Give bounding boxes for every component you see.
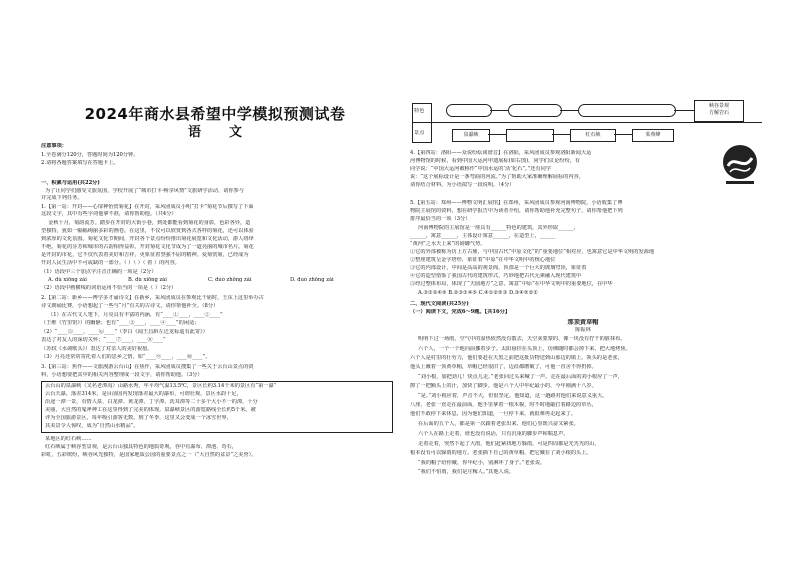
q1-subquestion: （1）语段中三个加点字注音正确的一项是（2分） bbox=[41, 269, 157, 275]
q4-line: 河博物馆的时候，看到中国大运河申遗展标(如右图)，同学们议论纷纷，有 bbox=[410, 158, 581, 164]
flow-arrow bbox=[490, 110, 508, 111]
flow-final-line: 峡谷景观 bbox=[708, 103, 729, 109]
q1-passage: 型独特，犹如一幅幅绚丽多彩的画卷。在这里，不仅可以欣赏到各式各样的菊花，还可以体验 bbox=[41, 228, 254, 234]
q4-line: 同学说：“中国大运河被称作“中国水运的‘活’化石”。”还有同学 bbox=[410, 166, 551, 172]
article-paragraph: 他头上戴着一顶黄草帽，草帽已经很旧了，边沿都磨破了，可他一直舍不得扔掉。 bbox=[410, 364, 597, 370]
section2-sub: （一）阅读下文，完成6～9题。【共16分】 bbox=[410, 309, 511, 315]
q2-line: 表达了对友人的深切关怀；“____⑦____，____⑧____” bbox=[41, 337, 166, 343]
flow-oval-3 bbox=[578, 104, 676, 117]
q5-option-line: ②整座建筑呈金字塔形，象征着“中原”在中华文明中的核心地位 bbox=[410, 257, 556, 263]
q4-line: 说：“这个展标设计是一条弯曲的河流。”为了帮助大家准确理解展标的内容， bbox=[410, 174, 584, 180]
canal-emblem-icon bbox=[720, 142, 760, 186]
q1-passage: 金秋十月，菊韵流芳。踏步在开封的大街小巷，到处都能看到菊花的身影，色彩各异，造 bbox=[48, 220, 251, 226]
notice-heading: 注意事项： bbox=[41, 143, 67, 149]
article-paragraph: 六个人在路上走着，谁也没有说话，只有沉重的脚步声和喘息声。 bbox=[418, 431, 569, 437]
flow-arrow bbox=[552, 134, 570, 135]
flow-arrow bbox=[674, 110, 694, 111]
article-title: 那顶黄草帽 bbox=[567, 319, 599, 326]
subject-char-a: 语 bbox=[187, 125, 201, 140]
q1-passage: 不绝。菊花的芬芳和城市的古韵相得益彰，开封菊花文化节成为了一道亮丽的城市名片。菊花 bbox=[41, 244, 254, 250]
q5-line: 5.【第五站：郑州——博物文明汇展馆】在郑州，采风团成员参观河南博物院，小语收集了博 bbox=[410, 200, 623, 206]
material-line: 评为全国旅游景区，每年吸引游客无数。到了冬季，这里又会变成一个冰雪世界， bbox=[45, 415, 232, 421]
article-paragraph: 明明下过一场雨，空气中的湿热依然没有散去，天空灰蒙蒙的，像一块没有拧干的脏抹布。 bbox=[418, 336, 626, 342]
subject-char-b: 文 bbox=[229, 125, 243, 140]
q1-option-b: B. dù xiōng zǎi bbox=[128, 277, 167, 283]
flow-arrow bbox=[560, 110, 578, 111]
q1-line: 1.【第一站：开封——心扉神怡赏菊花】在开封，采风团成员小明“打卡”菊花节后撰写了下面 bbox=[41, 204, 254, 210]
flow-divider bbox=[412, 122, 762, 123]
flow-node-quanpu: 泉瀑峡 bbox=[452, 129, 490, 142]
q1-passage: 到浓厚的文化氛围。菊花文化节期间，开封各个景点纷纷推出菊花展览和文化活动，游人络绎 bbox=[41, 236, 254, 242]
article-paragraph: 在后面的五个人，都是第一次跟着老张出来，他们心里既兴奋又紧张。 bbox=[418, 421, 579, 427]
notice-item: 1.全卷满分120分，答题时间为120分钟。 bbox=[41, 152, 139, 158]
flow-label-spot: 景点 bbox=[414, 130, 425, 136]
q1-line: 这段文字，其中有些字词他拿不准，请你帮助他。（共4分） bbox=[41, 211, 177, 217]
q2-line: 诗文朗诵比赛，小语想起了一些与“月”有关的古诗文，请你帮他补全。（8分） bbox=[41, 303, 219, 309]
q5-line: 物院主展馆的资料，想在研学报告中为读者介绍，请你帮助他补充完整句子，请你帮他把下列 bbox=[410, 208, 623, 214]
article-paragraph: “刘小根，加把劲儿！快点儿走。”老张回过头来喊了一声。走在最后面的刘小根应了一声， bbox=[418, 374, 624, 380]
article-paragraph: 六个人，一个一个地向前挪着步子。太阳悬挂在头顶上，仿佛随时都会掉下来，把大地烤焦。 bbox=[418, 346, 631, 352]
article-paragraph: 他们不敢停下来休息，因为他们知道，一旦停下来，就很难再走起来了。 bbox=[410, 411, 577, 417]
q1-passage: 开封人民生活中不可或缺的一部分。（ ）（ ）（ 着 ）的内容。 bbox=[41, 260, 180, 266]
q5-option-line: ③它的内部设计，中间是高高的观景阁，顶部是一个巨大的玻璃穹顶，象征着 bbox=[410, 265, 587, 271]
flow-arrow bbox=[488, 134, 506, 135]
q4-line: 请你结合材料，为小语拟写一段说明。（4分） bbox=[410, 182, 515, 188]
article-paragraph: 根本没有可以躲雨的地方。老张摘下自己的黄草帽，把它戴在了刘小根的头上。 bbox=[410, 450, 592, 456]
q2-line: 2.【第二站：新乡——博学多才诵诗文】在新乡，采风团成员在参观比干庙时，王东上这里举办古 bbox=[41, 295, 264, 301]
flow-node-hongshi: 红石峡 bbox=[570, 129, 616, 142]
q1-subquestion: （2）语段中画横线的词语运用不恰当的一项是（ ）（2分） bbox=[41, 285, 177, 291]
q5-line: ______，寓意______，主体设计寓意______，在造型上，______ bbox=[410, 233, 556, 239]
flow-arrow bbox=[614, 134, 632, 135]
q5-option-line: ⑤经过整体布局，体现了“天圆地方”之意，寓意“中原”在中华文明中的重要地位，在中华 bbox=[410, 281, 613, 287]
q1-option-c: C. duò zhōng zǎi bbox=[208, 277, 252, 283]
q5-line: “黄河”之水天上来”的磅礴气势。 bbox=[410, 241, 486, 247]
q2-line: （王维《竹里馆》）的幽静；也有“____③____，____④____”的闲适； bbox=[41, 320, 200, 326]
article-paragraph: “我的帽子给你戴，你年纪小，别淋坏了身子。”老张说。 bbox=[418, 460, 546, 466]
material-line: 美丽，大自然的鬼斧神工在这里得到了完美的体现。泉瀑峡景区的游览路线全长约5千米。被 bbox=[45, 407, 256, 413]
flow-oval-2 bbox=[508, 104, 562, 117]
q3-line: 3.【第三站：焦作——文旅漫游云台山】在焦作，采风团成员搜集了一些关于云台山景点的资 bbox=[41, 364, 254, 370]
q3-line: 料，小语想要把其中的相关内容整理成一段文字，请你帮助他。（3分） bbox=[41, 372, 203, 378]
q5-choices: A.③①②④⑤ B.②③①④⑤ C.④①②⑤③ D.③④⑤②① bbox=[418, 290, 538, 296]
article-paragraph: 擦了一把额头上的汗，加快了脚步。他是六个人中年纪最小的，今年刚满十八岁。 bbox=[410, 383, 597, 389]
flow-node-zhuyu: 茱萸峰 bbox=[632, 129, 674, 142]
section1-intro: 并完成下列任务。 bbox=[41, 195, 83, 201]
material-line: 云台山的泉瀑峡（又名老潭沟）山路水秀，年平均气温13.5℃，景区长约3.14千米的景区有“第一瀑” bbox=[45, 383, 277, 389]
q1-passage: 是开封的市花，它不仅代表着美好和吉祥，更象征着坚强不屈的精神。爱菊赏菊，已经成为 bbox=[41, 252, 249, 258]
flow-node-blank bbox=[506, 129, 554, 142]
material-line: 沿途一潭一景，有情人泉、白龙潭、黄龙潭、丁字潭、洗耳潭等二十多个大小不一的潭，十分 bbox=[45, 399, 258, 405]
q2-line: （苏轼《水调歌头》）表达了对亲人的美好祝愿。 bbox=[41, 346, 153, 352]
material-tail: 某地区的红石峡…… bbox=[45, 436, 92, 442]
article-paragraph: “是。”刘小根应着，声音不大，但很坚定。他知道，这一趟路对他们来说意义重大。 bbox=[418, 393, 608, 399]
section1-intro: 为了让同学们感受文旅氛围，学校开展了“城市打卡·畅享风情”文旅研学活动，请你参与 bbox=[45, 188, 244, 194]
notice-item: 2.请将各题答案填写在答题卡上。 bbox=[41, 160, 119, 166]
page-title: 2024年商水县希望中学模拟预测试卷 bbox=[84, 105, 346, 123]
q5-line: 排序最恰当的一项（3分） bbox=[410, 216, 471, 222]
material-tail: 彩虹，五彩缤纷，峡谷风光独特，是国家地质公园的重要景点之一（“大自然的盆景”之美誉）。 bbox=[41, 452, 257, 458]
flow-final-line: 方解岩石 bbox=[708, 110, 729, 116]
article-paragraph: “我们不怕雨，我们是庄稼人。”其他人说。 bbox=[418, 469, 515, 475]
q5-option-line: ①它的外部被称为仿上方古鼎，与中国古代“中原文化”的“重要地位”相对应，也寓意它是中华文明的发源地 bbox=[410, 249, 655, 255]
article-paragraph: 走着走着，突然下起了大雨，他们赶紧找地方躲雨，可是四周都是光秃秃的山， bbox=[418, 441, 600, 447]
section2-heading: 二、现代文阅读(共25分) bbox=[410, 301, 469, 307]
material-line: 云台天瀑，落差314米，是目前国内发现落差最大的瀑布，可谓壮观。景区水韵十足， bbox=[45, 391, 242, 397]
q2-line: （3）月亮还常常寄托着人们的思乡之情，如“____⑨____，____⑩____”。 bbox=[41, 354, 211, 360]
article-author: 陈振林 bbox=[575, 327, 591, 333]
q2-line: （2）“____⑤____，____⑥____”（李白《闻王昌龄左迁龙标遥有此寄》） bbox=[41, 329, 208, 335]
material-tail: 红石峡属于峡谷型景观，是云台山独具特色的地质奇观，谷中有瀑布、潭池、奇石， bbox=[45, 444, 237, 450]
subject-heading bbox=[38, 121, 392, 140]
q1-option-d: D. duò zhōng zǎi bbox=[290, 277, 334, 283]
section1-heading: 一、积累与运用(共22分) bbox=[41, 180, 100, 186]
q5-option-line: ④它的造型借鉴了我国古代的建筑形式，巧妙地把古代元素融入现代建筑中 bbox=[410, 273, 582, 279]
flow-oval-1 bbox=[446, 104, 492, 117]
article-paragraph: 八座，老张一直走在最前面，他手里拿着一根木棍，时不时地敲打着路边的草丛， bbox=[410, 402, 597, 408]
q4-line: 4.【第四站：洛阳——众说纷纭谈谐音】在洛阳，采风团成员参观洛阳新闻大运 bbox=[410, 150, 592, 156]
material-line: 其美景令人惊叹，成为“自然山水精品”。 bbox=[45, 423, 139, 429]
flow-final-box bbox=[694, 100, 744, 122]
q2-line: （1）在古代文人笔下，月亮具有丰富的内涵，有“____①____，____②____” bbox=[48, 312, 223, 318]
article-paragraph: 六个人是村里的壮劳力，他们要赶在天黑之前把这批货物送到山那边的镇上。领头的是老张， bbox=[410, 355, 623, 361]
q1-option-a: A. dù xiōng zǎi bbox=[48, 277, 87, 283]
flow-label-feature: 特色 bbox=[414, 108, 425, 114]
q5-line: 河南博物院的主展馆是一座具有______特色的建筑，其外形取______， bbox=[418, 225, 579, 231]
